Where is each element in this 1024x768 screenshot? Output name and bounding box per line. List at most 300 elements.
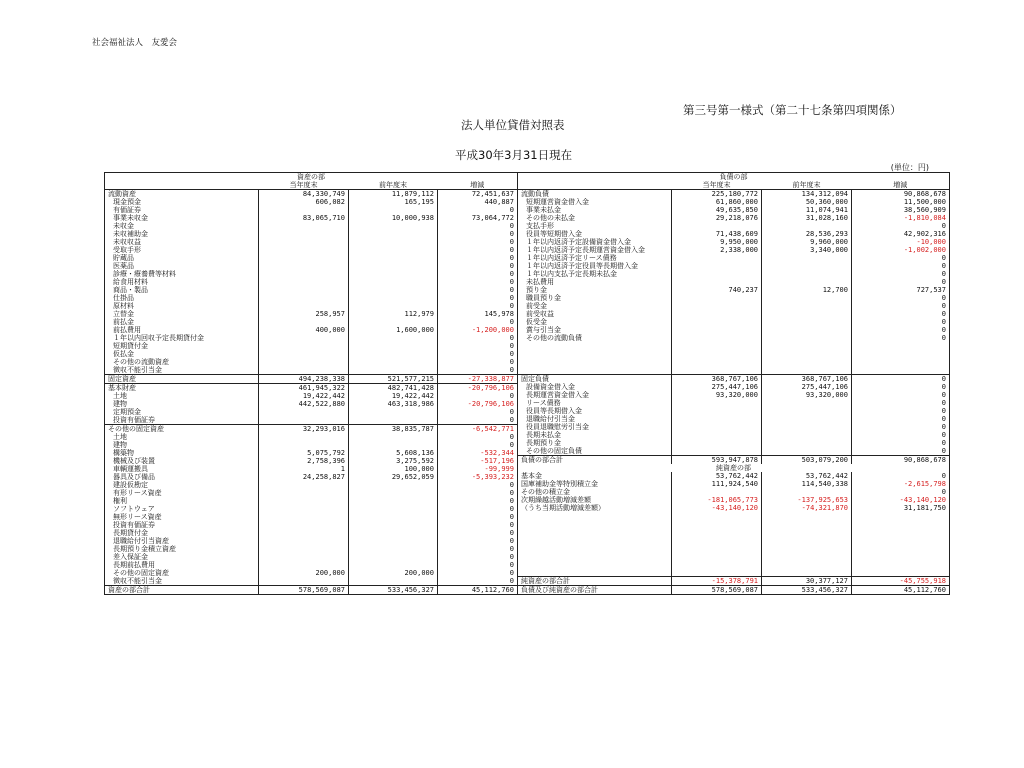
previous-year-value: 503,079,200: [762, 456, 852, 465]
table-row: [518, 472, 950, 480]
change-value: 0: [438, 262, 518, 270]
current-year-value: [672, 415, 762, 423]
previous-year-value: [349, 416, 438, 425]
row-label: 負債の部合計: [518, 456, 672, 465]
previous-year-value: 1,600,000: [349, 326, 438, 334]
previous-year-value: 5,608,136: [349, 449, 438, 457]
row-label: 機械及び装置: [113, 457, 155, 465]
current-year-value: 49,635,850: [672, 206, 762, 214]
current-year-value: [259, 334, 349, 342]
table-row: [518, 447, 950, 456]
change-value: [852, 342, 950, 350]
current-year-value: 111,924,540: [672, 480, 762, 488]
change-value: [852, 358, 950, 366]
table-row: [105, 433, 518, 441]
table-row: [518, 326, 950, 334]
row-label: 預り金: [526, 286, 547, 294]
change-value: 0: [438, 569, 518, 577]
row-label: 長期未払金: [526, 431, 561, 439]
table-row: [518, 568, 950, 577]
total-change-value: 45,112,760: [852, 586, 950, 595]
table-row: [105, 366, 518, 375]
change-value: [852, 520, 950, 528]
previous-year-value: [762, 544, 852, 552]
row-label: 原材料: [113, 302, 134, 310]
table-row: [105, 318, 518, 326]
current-year-value: [259, 246, 349, 254]
row-label: その他の固定資産: [113, 569, 169, 577]
row-label: 投資有価証券: [113, 521, 155, 529]
change-value: 0: [852, 423, 950, 431]
previous-year-value: [349, 342, 438, 350]
table-row: [518, 415, 950, 423]
row-label: 仮払金: [113, 350, 134, 358]
change-value: 0: [438, 481, 518, 489]
previous-year-value: [349, 366, 438, 375]
change-value: 0: [438, 529, 518, 537]
previous-year-value: [349, 286, 438, 294]
change-value: 145,978: [438, 310, 518, 318]
current-year-value: [672, 278, 762, 286]
current-year-value: 5,075,792: [259, 449, 349, 457]
change-value: 0: [438, 408, 518, 416]
change-value: [852, 536, 950, 544]
table-row: [518, 222, 950, 230]
table-row: [518, 399, 950, 407]
row-label: １年以内支払予定長期未払金: [526, 270, 617, 278]
table-row: [518, 342, 950, 350]
row-label: [518, 560, 672, 568]
previous-year-value: [349, 537, 438, 545]
row-label: 未収収益: [113, 238, 141, 246]
current-year-value: 400,000: [259, 326, 349, 334]
change-value: 0: [438, 254, 518, 262]
table-row: [518, 358, 950, 366]
row-label: ソフトウェア: [113, 505, 155, 513]
table-row: [105, 342, 518, 350]
current-year-value: [259, 529, 349, 537]
change-value: 0: [438, 206, 518, 214]
current-year-value: 19,422,442: [259, 392, 349, 400]
current-year-value: 1: [259, 465, 349, 473]
current-year-value: 442,522,880: [259, 400, 349, 408]
change-value: 0: [438, 358, 518, 366]
row-label: 国庫補助金等特別積立金: [521, 480, 598, 488]
table-row: [518, 190, 950, 199]
row-label: 職員預り金: [526, 294, 561, 302]
row-label: 役員等短期借入金: [526, 230, 582, 238]
previous-year-value: [762, 399, 852, 407]
current-year-value: 461,945,322: [259, 384, 349, 393]
previous-year-value: [762, 318, 852, 326]
current-year-value: [672, 342, 762, 350]
previous-year-value: [762, 423, 852, 431]
current-year-value: [672, 431, 762, 439]
table-row: [105, 375, 518, 384]
row-label: 構築物: [113, 449, 134, 457]
current-year-value: [672, 439, 762, 447]
change-value: 0: [438, 561, 518, 569]
table-row: [518, 480, 950, 488]
previous-year-value: [762, 326, 852, 334]
previous-year-value: -74,321,870: [762, 504, 852, 512]
table-row: [518, 383, 950, 391]
row-label: 給食用材料: [113, 278, 148, 286]
table-row: [518, 488, 950, 496]
row-label: [518, 536, 672, 544]
change-value: 0: [438, 392, 518, 400]
assets-col-current: 当年度末: [259, 181, 349, 190]
row-label: 前払金: [113, 318, 134, 326]
row-label: 事業未払金: [526, 206, 561, 214]
table-row: [518, 375, 950, 384]
total-label: 資産の部合計: [105, 586, 259, 595]
row-label: 役員等長期借入金: [526, 407, 582, 415]
change-value: [852, 512, 950, 520]
change-value: 0: [438, 302, 518, 310]
change-value: 0: [438, 350, 518, 358]
change-value: 0: [438, 334, 518, 342]
change-value: 0: [438, 433, 518, 441]
current-year-value: [672, 512, 762, 520]
change-value: 0: [438, 238, 518, 246]
change-value: 0: [852, 278, 950, 286]
current-year-value: [259, 358, 349, 366]
table-row: [518, 278, 950, 286]
row-label: 長期運営資金借入金: [526, 391, 589, 399]
row-label: 賞与引当金: [526, 326, 561, 334]
change-value: 0: [438, 366, 518, 375]
current-year-value: -181,065,773: [672, 496, 762, 504]
change-value: 0: [438, 318, 518, 326]
change-value: 0: [438, 505, 518, 513]
assets-table: [104, 172, 518, 595]
current-year-value: [259, 286, 349, 294]
current-year-value: 593,947,878: [672, 456, 762, 465]
change-value: 0: [852, 431, 950, 439]
previous-year-value: [762, 439, 852, 447]
change-value: 0: [438, 286, 518, 294]
previous-year-value: [762, 560, 852, 568]
previous-year-value: [349, 497, 438, 505]
current-year-value: 258,957: [259, 310, 349, 318]
table-row: [518, 206, 950, 214]
row-label: 短期貸付金: [113, 342, 148, 350]
row-label: その他の固定負債: [526, 447, 582, 455]
change-value: 0: [852, 472, 950, 480]
row-label: 流動負債: [518, 190, 672, 199]
current-year-value: [259, 481, 349, 489]
previous-year-value: [349, 270, 438, 278]
current-year-value: [672, 407, 762, 415]
table-row: [518, 496, 950, 504]
table-row: [518, 230, 950, 238]
table-row: [518, 270, 950, 278]
row-label: 設備資金借入金: [526, 383, 575, 391]
previous-year-value: [349, 254, 438, 262]
row-label: 長期貸付金: [113, 529, 148, 537]
row-label: 基本金: [521, 472, 542, 480]
previous-year-value: 28,536,293: [762, 230, 852, 238]
previous-year-value: [762, 536, 852, 544]
total-label: 負債及び純資産の部合計: [518, 586, 672, 595]
current-year-value: [259, 489, 349, 497]
liabilities-col-previous: 前年度末: [762, 181, 852, 190]
previous-year-value: [349, 441, 438, 449]
table-row: [518, 238, 950, 246]
table-row: [105, 310, 518, 318]
current-year-value: [259, 294, 349, 302]
row-label: 前払費用: [113, 326, 141, 334]
change-value: -20,796,106: [438, 384, 518, 393]
row-label: 未収補助金: [113, 230, 148, 238]
previous-year-value: [762, 358, 852, 366]
row-label: 未収金: [113, 222, 134, 230]
current-year-value: [259, 505, 349, 513]
table-row: [518, 334, 950, 342]
table-row: [518, 198, 950, 206]
table-row: [105, 334, 518, 342]
previous-year-value: [762, 254, 852, 262]
current-year-value: [672, 560, 762, 568]
row-label: [518, 342, 672, 350]
row-label: [518, 366, 672, 375]
change-value: 0: [852, 399, 950, 407]
row-label: [518, 568, 672, 577]
change-value: 0: [438, 278, 518, 286]
change-value: 0: [852, 310, 950, 318]
current-year-value: [259, 206, 349, 214]
current-year-value: 225,180,772: [672, 190, 762, 199]
previous-year-value: 114,540,338: [762, 480, 852, 488]
current-year-value: 61,860,000: [672, 198, 762, 206]
previous-year-value: [762, 294, 852, 302]
net-assets-section-title: 純資産の部: [716, 464, 751, 472]
previous-year-value: [349, 561, 438, 569]
table-row: [105, 457, 518, 465]
previous-year-value: 11,074,941: [762, 206, 852, 214]
current-year-value: [672, 423, 762, 431]
row-label: １年以内返済予定リース債務: [526, 254, 617, 262]
current-year-value: [672, 326, 762, 334]
row-label: 車輌運搬具: [113, 465, 148, 473]
row-label: 建物: [113, 441, 127, 449]
previous-year-value: [349, 206, 438, 214]
assets-col-blank: [105, 181, 259, 190]
table-row: [518, 528, 950, 536]
previous-year-value: 30,377,127: [762, 577, 852, 586]
previous-year-value: 275,447,106: [762, 383, 852, 391]
table-row: [518, 254, 950, 262]
row-label: リース債務: [526, 399, 561, 407]
unit-label: (単位：円): [890, 163, 929, 172]
change-value: -27,338,877: [438, 375, 518, 384]
table-row: [518, 520, 950, 528]
current-year-value: [259, 521, 349, 529]
form-identifier: 第三号第一様式（第二十七条第四項関係）: [683, 103, 902, 117]
table-row: [105, 449, 518, 457]
table-row: [105, 358, 518, 366]
table-row: [105, 286, 518, 294]
current-year-value: [259, 497, 349, 505]
row-label: 徴収不能引当金: [113, 366, 162, 374]
change-value: 0: [852, 375, 950, 384]
total-current-value: 578,569,087: [259, 586, 349, 595]
table-row: [105, 400, 518, 408]
current-year-value: 368,767,106: [672, 375, 762, 384]
previous-year-value: [762, 512, 852, 520]
table-row: [105, 302, 518, 310]
previous-year-value: [762, 447, 852, 456]
previous-year-value: 3,340,000: [762, 246, 852, 254]
change-value: 0: [852, 447, 950, 456]
change-value: 38,560,909: [852, 206, 950, 214]
previous-year-value: 10,000,938: [349, 214, 438, 222]
change-value: 0: [438, 270, 518, 278]
change-value: 0: [438, 222, 518, 230]
row-label: その他の未払金: [526, 214, 575, 222]
table-row: [105, 521, 518, 529]
row-label: 無形リース資産: [113, 513, 162, 521]
previous-year-value: 9,960,000: [762, 238, 852, 246]
document-title: 法人単位貸借対照表: [461, 118, 565, 132]
change-value: 0: [438, 545, 518, 553]
change-value: 0: [852, 302, 950, 310]
previous-year-value: [762, 302, 852, 310]
row-label: 診療・療養費等材料: [113, 270, 176, 278]
table-row: [105, 408, 518, 416]
current-year-value: [672, 222, 762, 230]
change-value: 0: [438, 513, 518, 521]
change-value: -10,000: [852, 238, 950, 246]
row-label: （うち当期活動増減差額）: [521, 504, 605, 512]
change-value: 0: [852, 391, 950, 399]
change-value: 0: [852, 270, 950, 278]
current-year-value: [672, 302, 762, 310]
row-label: 退職給付引当資産: [113, 537, 169, 545]
change-value: 0: [852, 415, 950, 423]
previous-year-value: [349, 489, 438, 497]
previous-year-value: [349, 553, 438, 561]
previous-year-value: [762, 407, 852, 415]
previous-year-value: [349, 222, 438, 230]
document-date: 平成30年3月31日現在: [455, 148, 573, 162]
table-row: [105, 230, 518, 238]
table-row: [518, 262, 950, 270]
table-row: [105, 481, 518, 489]
change-value: 0: [852, 326, 950, 334]
table-row: [518, 366, 950, 375]
change-value: [852, 568, 950, 577]
row-label: 仕掛品: [113, 294, 134, 302]
change-value: -43,140,120: [852, 496, 950, 504]
row-label: 貯蔵品: [113, 254, 134, 262]
row-label: 支払手形: [526, 222, 554, 230]
current-year-value: [672, 520, 762, 528]
row-label: 差入保証金: [113, 553, 148, 561]
previous-year-value: [762, 366, 852, 375]
liabilities-table: [517, 172, 950, 595]
table-row: [105, 505, 518, 513]
current-year-value: 93,320,000: [672, 391, 762, 399]
current-year-value: [259, 408, 349, 416]
row-label: その他の固定資産: [105, 425, 259, 434]
previous-year-value: [349, 513, 438, 521]
current-year-value: -43,140,120: [672, 504, 762, 512]
table-row: [105, 222, 518, 230]
previous-year-value: 12,700: [762, 286, 852, 294]
change-value: -99,999: [438, 465, 518, 473]
table-row: [518, 350, 950, 358]
change-value: 0: [438, 230, 518, 238]
current-year-value: 83,065,710: [259, 214, 349, 222]
previous-year-value: 134,312,094: [762, 190, 852, 199]
row-label: 有形リース資産: [113, 489, 162, 497]
change-value: -517,196: [438, 457, 518, 465]
table-row: [518, 302, 950, 310]
previous-year-value: [762, 488, 852, 496]
previous-year-value: [349, 302, 438, 310]
table-row: [105, 473, 518, 481]
current-year-value: 275,447,106: [672, 383, 762, 391]
current-year-value: [672, 528, 762, 536]
row-label: [518, 350, 672, 358]
table-row: [105, 513, 518, 521]
table-row: [105, 569, 518, 577]
table-row: [105, 246, 518, 254]
change-value: 0: [438, 342, 518, 350]
table-row: [105, 254, 518, 262]
current-year-value: [259, 433, 349, 441]
change-value: 727,537: [852, 286, 950, 294]
table-row: [518, 544, 950, 552]
row-label: 退職給付引当金: [526, 415, 575, 423]
table-row: [518, 310, 950, 318]
previous-year-value: [349, 246, 438, 254]
change-value: 440,887: [438, 198, 518, 206]
current-year-value: [259, 262, 349, 270]
current-year-value: [259, 222, 349, 230]
row-label: [518, 544, 672, 552]
table-row: [105, 206, 518, 214]
table-row: [518, 464, 950, 472]
previous-year-value: [349, 529, 438, 537]
table-row: [105, 214, 518, 222]
row-label: １年以内返済予定役員等長期借入金: [526, 262, 638, 270]
previous-year-value: [762, 342, 852, 350]
row-label: [518, 358, 672, 366]
row-label: 建設仮勘定: [113, 481, 148, 489]
change-value: -20,796,106: [438, 400, 518, 408]
previous-year-value: [349, 433, 438, 441]
current-year-value: 2,758,396: [259, 457, 349, 465]
row-label: その他の積立金: [521, 488, 570, 496]
row-label: 固定負債: [518, 375, 672, 384]
change-value: 0: [438, 497, 518, 505]
previous-year-value: [349, 334, 438, 342]
current-year-value: [259, 366, 349, 375]
current-year-value: 2,338,000: [672, 246, 762, 254]
table-row: [105, 350, 518, 358]
change-value: 0: [438, 537, 518, 545]
current-year-value: [259, 537, 349, 545]
total-row: [105, 586, 518, 595]
total-change-value: 45,112,760: [438, 586, 518, 595]
row-label: 商品・製品: [113, 286, 148, 294]
row-label: [518, 520, 672, 528]
table-row: [518, 318, 950, 326]
change-value: [852, 350, 950, 358]
